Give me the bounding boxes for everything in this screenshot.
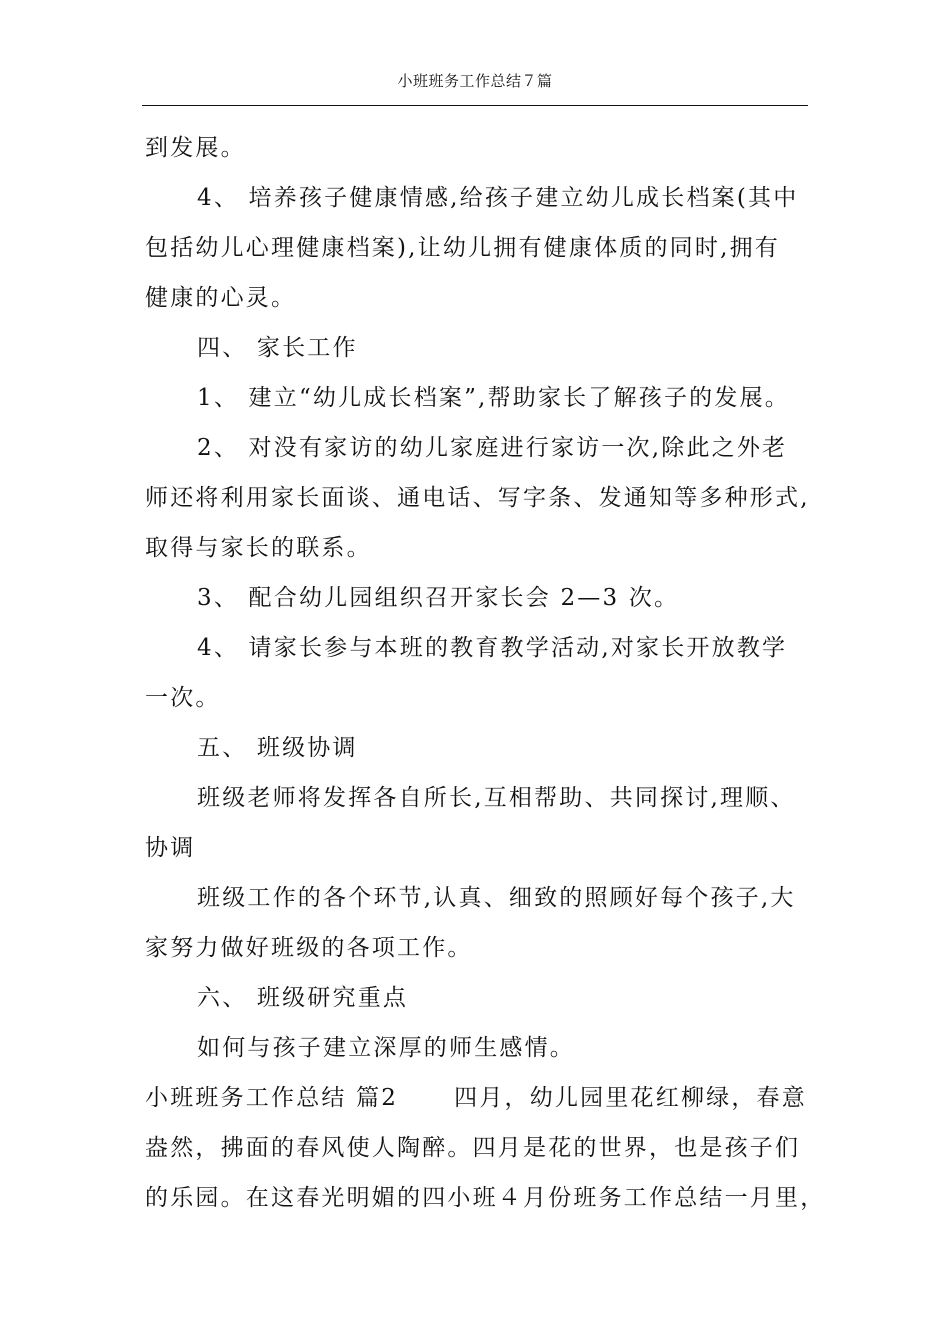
paragraph-line: 1、 建立“幼儿成长档案”,帮助家长了解孩子的发展。 xyxy=(197,385,790,411)
paragraph-line: 一次。 xyxy=(145,685,221,711)
paragraph-line: 的乐园。在这春光明媚的四小班４月份班务工作总结一月里， xyxy=(145,1185,826,1211)
paragraph-line: 班级工作的各个环节,认真、细致的照顾好每个孩子,大 xyxy=(197,885,796,911)
paragraph-line: 2、 对没有家访的幼儿家庭进行家访一次,除此之外老 xyxy=(197,435,788,461)
paragraph-line: 包括幼儿心理健康档案),让幼儿拥有健康体质的同时,拥有 xyxy=(145,235,780,261)
section-heading: 四、 家长工作 xyxy=(197,335,358,361)
paragraph-line: 协调 xyxy=(145,835,196,861)
section-heading: 五、 班级协调 xyxy=(197,735,358,761)
section2-heading: 小班班务工作总结 篇2 xyxy=(145,1085,399,1111)
page-header-title: 小班班务工作总结７篇 xyxy=(397,72,553,90)
paragraph-line: 4、 培养孩子健康情感,给孩子建立幼儿成长档案(其中 xyxy=(197,185,799,211)
paragraph-line: 盎然，拂面的春风使人陶醉。四月是花的世界，也是孩子们 xyxy=(145,1135,801,1161)
paragraph-line: 3、 配合幼儿园组织召开家长会 2—3 次。 xyxy=(197,585,680,611)
section-heading: 六、 班级研究重点 xyxy=(197,985,409,1011)
paragraph-line: 班级老师将发挥各自所长,互相帮助、共同探讨,理顺、 xyxy=(197,785,796,811)
paragraph-line: 健康的心灵。 xyxy=(145,285,297,311)
section2-first-line xyxy=(145,1073,807,1123)
paragraph-line: 到发展。 xyxy=(145,135,246,161)
paragraph-line: 四月，幼儿园里花红柳绿，春意 xyxy=(454,1085,807,1111)
document-body xyxy=(145,123,826,1223)
paragraph-line: 4、 请家长参与本班的教育教学活动,对家长开放教学 xyxy=(197,635,788,661)
page-header xyxy=(142,58,808,106)
paragraph-line: 师还将利用家长面谈、通电话、写字条、发通知等多种形式, xyxy=(145,485,810,511)
paragraph-line: 家努力做好班级的各项工作。 xyxy=(145,935,473,961)
paragraph-line: 取得与家长的联系。 xyxy=(145,535,372,561)
paragraph-line: 如何与孩子建立深厚的师生感情。 xyxy=(197,1035,575,1061)
